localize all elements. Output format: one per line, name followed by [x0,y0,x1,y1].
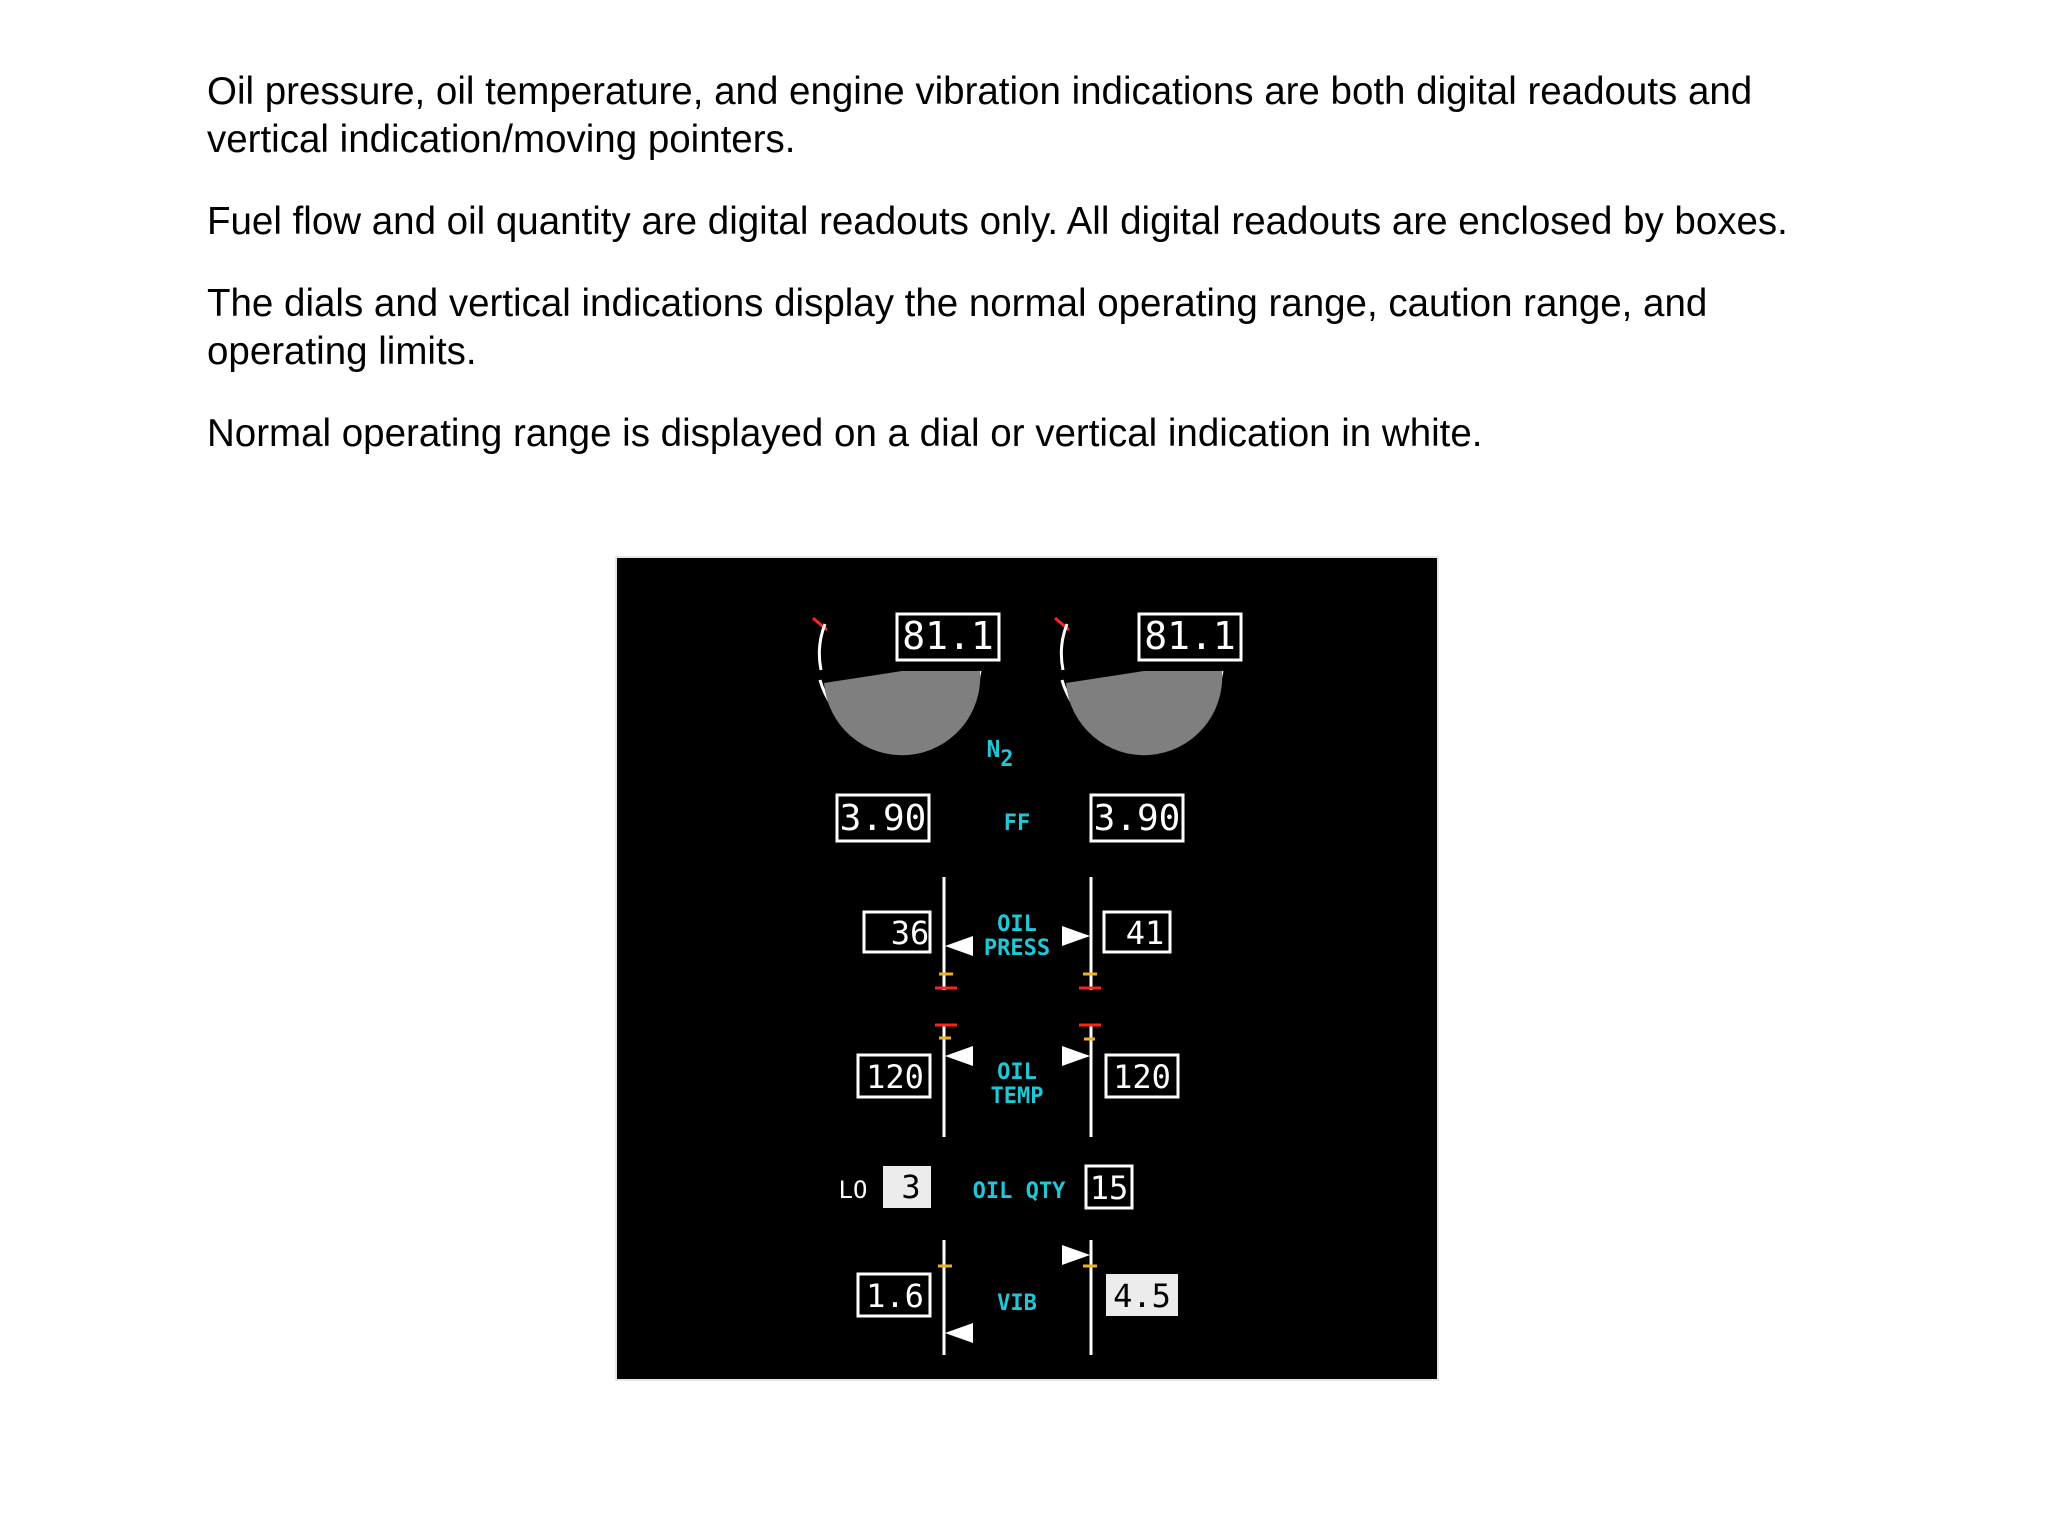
ff-left-value: 3.90 [839,798,927,839]
oil-qty-label: OIL QTY [972,1179,1066,1204]
oil-press-left-pointer [945,936,973,956]
instruction-text [207,68,1847,492]
oil-temp-left-pointer [945,1046,973,1066]
oil-press-label-2: PRESS [983,936,1051,961]
oil-press-left-value: 36 [890,914,930,952]
paragraph-2: Fuel flow and oil quantity are digital readouts only. All digital readouts are enclosed by boxes. [207,200,1788,243]
n2-right-value: 81.1 [1144,614,1236,658]
engine-display [615,556,1439,1381]
vib-right-value: 4.5 [1113,1277,1171,1315]
oil-qty-lo-label: LO [838,1176,868,1204]
oil-press-label-1: OIL [997,912,1037,937]
oil-temp-right-pointer [1062,1046,1090,1066]
oil-temp-left-value: 120 [866,1058,924,1096]
oil-temp-label-1: OIL [997,1060,1037,1085]
ff-right-value: 3.90 [1093,798,1181,839]
ff-label: FF [1003,811,1031,836]
oil-press-right-pointer [1062,926,1090,946]
oil-temp-label-2: TEMP [990,1084,1044,1109]
paragraph-1: Oil pressure, oil temperature, and engine vibration indications are both digital readouts and vertical indication/moving pointers. [207,70,1753,161]
n2-left-value: 81.1 [902,614,994,658]
paragraph-3: The dials and vertical indications display the normal operating range, caution range, and operating limits. [207,282,1708,373]
vib-left-value: 1.6 [866,1277,924,1315]
oil-press-right-value: 41 [1125,914,1165,952]
vib-label: VIB [997,1291,1037,1316]
vib-left-pointer [945,1323,973,1343]
paragraph-4: Normal operating range is displayed on a dial or vertical indication in white. [207,412,1483,455]
vib-right-pointer [1062,1245,1090,1265]
oil-qty-left-value: 3 [901,1168,921,1206]
oil-qty-right-value: 15 [1089,1169,1129,1207]
n2-label: N2 [986,737,1014,772]
oil-temp-right-value: 120 [1113,1058,1171,1096]
